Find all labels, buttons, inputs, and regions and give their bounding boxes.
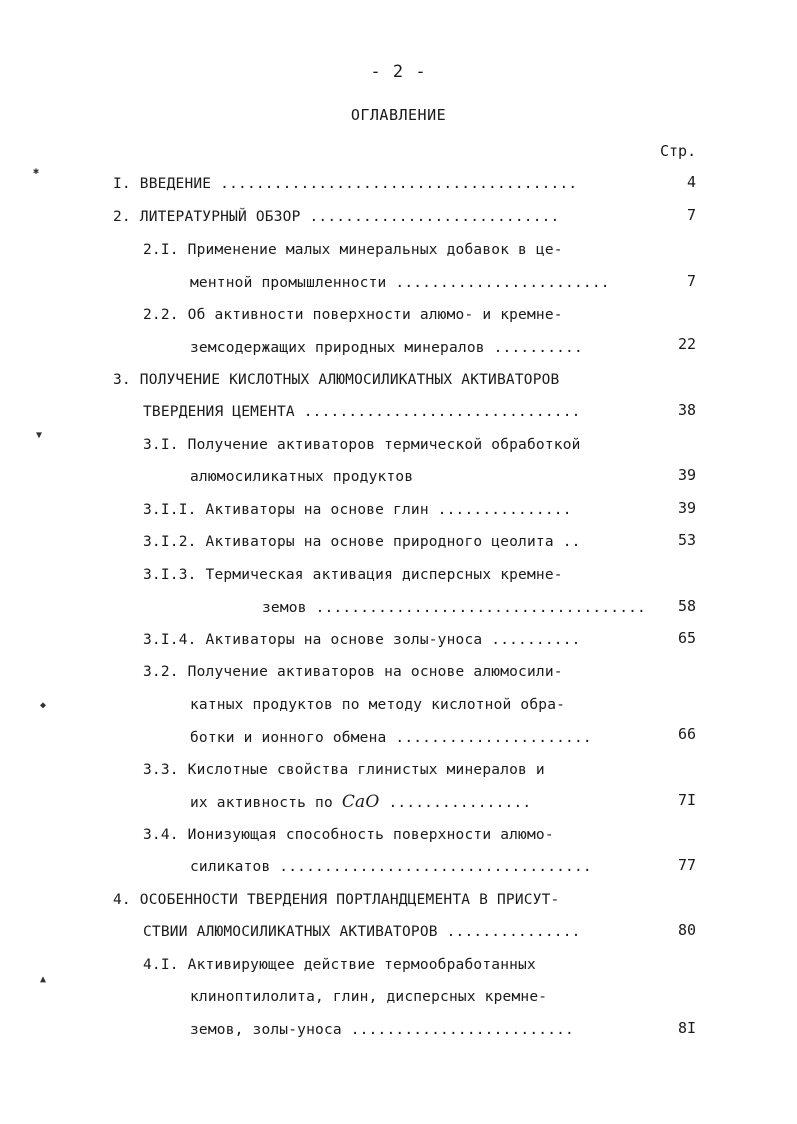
margin-mark: ◆ [40, 700, 47, 711]
toc-entry-3-1-1: 3.I.I. Активаторы на основе глин ............... [143, 502, 572, 518]
toc-entry-3-3-text: их активность по [190, 795, 333, 811]
toc-entry-2-1-line1: 2.I. Применение малых минеральных добавок в це- [143, 242, 563, 258]
toc-entry-3-1-line2: алюмосиликатных продуктов [190, 469, 414, 485]
margin-mark: ▼ [36, 430, 43, 441]
toc-entry-3-1-3-line1: 3.I.3. Термическая активация дисперсных кремне- [143, 567, 563, 583]
toc-entry-2-2-line1: 2.2. Об активности поверхности алюмо- и кремне- [143, 307, 563, 323]
toc-page-literature-review: 7 [686, 206, 696, 224]
toc-entry-3-4-line1: 3.4. Ионизующая способность поверхности алюмо- [143, 827, 554, 843]
toc-page-3-1-4: 65 [677, 629, 696, 647]
toc-entry-introduction: I. ВВЕДЕНИЕ ........................................ [113, 176, 578, 192]
margin-mark: ✱ [33, 166, 40, 177]
toc-entry-2-2-line2: земсодержащих природных минералов .......... [190, 340, 583, 356]
toc-entry-3-2-line3: ботки и ионного обмена ...................... [190, 730, 592, 746]
toc-entry-3-1-line1: 3.I. Получение активаторов термической обработкой [143, 437, 581, 453]
toc-entry-3-line2: ТВЕРДЕНИЯ ЦЕМЕНТА ............................... [143, 404, 581, 420]
toc-entry-literature-review: 2. ЛИТЕРАТУРНЫЙ ОБЗОР ............................ [113, 209, 560, 225]
toc-entry-3-1-3-line2: земов ..................................... [262, 600, 646, 616]
toc-entry-3-3-line2 [190, 792, 531, 813]
toc-entry-3-2-line2: катных продуктов по методу кислотной обра- [190, 697, 566, 713]
toc-page-3: 38 [677, 401, 696, 419]
toc-page-4: 80 [677, 921, 696, 939]
toc-page-2-2: 22 [677, 335, 696, 353]
cao-formula: CaO [341, 792, 380, 812]
margin-mark: ▲ [40, 974, 47, 985]
toc-page-3-1-3: 58 [677, 597, 696, 615]
toc-entry-3-3-line1: 3.3. Кислотные свойства глинистых минералов и [143, 762, 545, 778]
page-column-label: Стр. [660, 142, 697, 160]
toc-page-3-1: 39 [677, 466, 696, 484]
toc-page-4-1: 8I [677, 1019, 696, 1037]
toc-entry-3-line1: 3. ПОЛУЧЕНИЕ КИСЛОТНЫХ АЛЮМОСИЛИКАТНЫХ АКТИВАТОРОВ [113, 372, 560, 388]
toc-entry-2-1-line2: ментной промышленности ........................ [190, 275, 610, 291]
toc-page-3-1-1: 39 [677, 499, 696, 517]
toc-entry-3-1-4: 3.I.4. Активаторы на основе золы-уноса .......... [143, 632, 581, 648]
toc-entry-3-3-leader: ................ [388, 795, 532, 811]
toc-entry-4-1-line2: клиноптилолита, глин, дисперсных кремне- [190, 989, 548, 1005]
page-number: - 2 - [370, 62, 427, 82]
toc-entry-4-1-line1: 4.I. Активирующее действие термообработанных [143, 957, 536, 973]
toc-entry-3-2-line1: 3.2. Получение активаторов на основе алюмосили- [143, 664, 563, 680]
toc-page-3-4: 77 [677, 856, 696, 874]
page-title: ОГЛАВЛЕНИЕ [350, 106, 447, 124]
toc-entry-4-line1: 4. ОСОБЕННОСТИ ТВЕРДЕНИЯ ПОРТЛАНДЦЕМЕНТА В ПРИСУТ- [113, 892, 560, 908]
toc-entry-3-4-line2: силикатов ................................... [190, 859, 592, 875]
toc-page-introduction: 4 [686, 173, 696, 191]
toc-page-3-2: 66 [677, 725, 696, 743]
toc-entry-4-line2: СТВИИ АЛЮМОСИЛИКАТНЫХ АКТИВАТОРОВ ............... [143, 924, 581, 940]
toc-entry-4-1-line3: земов, золы-уноса ......................... [190, 1022, 574, 1038]
toc-entry-3-1-2: 3.I.2. Активаторы на основе природного цеолита .. [143, 534, 581, 550]
toc-page-3-3: 7I [677, 791, 696, 809]
toc-page-2-1: 7 [686, 272, 696, 290]
toc-page-3-1-2: 53 [677, 531, 696, 549]
